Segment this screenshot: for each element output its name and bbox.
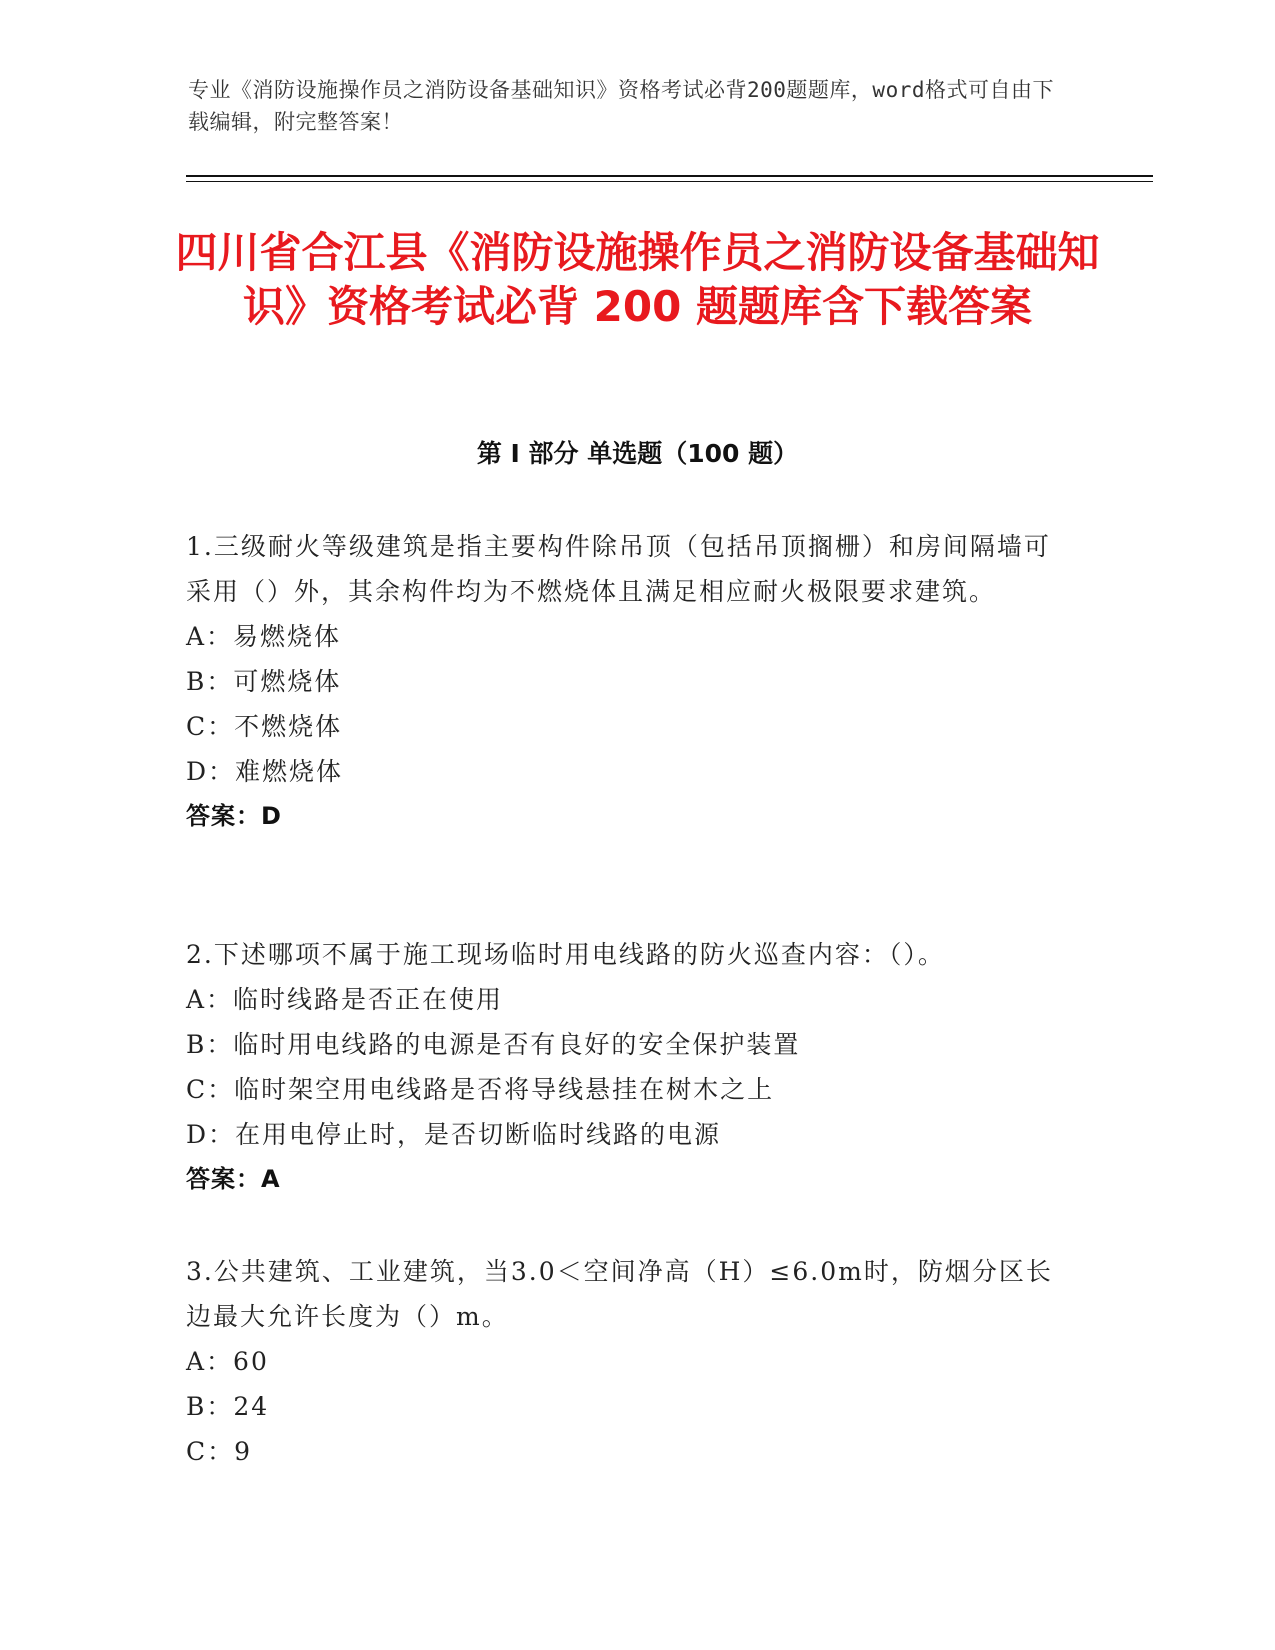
option-c: C：不燃烧体 (186, 712, 343, 741)
header-note: 专业《消防设施操作员之消防设备基础知识》资格考试必背200题题库，word格式可自由下载编辑，附完整答案！ (188, 78, 1054, 134)
option-c: C：临时架空用电线路是否将导线悬挂在树木之上 (186, 1075, 775, 1104)
question-stem: 1.三级耐火等级建筑是指主要构件除吊顶（包括吊顶搁栅）和房间隔墙可采用（）外，其余构件均为不燃烧体且满足相应耐火极限要求建筑。 (186, 532, 1051, 606)
option-b: B：临时用电线路的电源是否有良好的安全保护装置 (186, 1030, 801, 1059)
answer: 答案：A (186, 1165, 281, 1193)
question-3 (186, 1249, 1066, 1474)
header-rule-thin (186, 181, 1153, 182)
option-a: A：易燃烧体 (186, 622, 342, 651)
option-d: D：难燃烧体 (186, 757, 344, 786)
option-a: A：60 (186, 1347, 269, 1376)
option-c: C：9 (186, 1437, 253, 1466)
section-heading: 第 I 部分 单选题（100 题） (476, 439, 799, 468)
option-a: A：临时线路是否正在使用 (186, 985, 504, 1014)
header-rule-thick (186, 175, 1153, 177)
question-2 (186, 932, 1066, 1202)
question-1 (186, 524, 1066, 839)
question-stem: 2.下述哪项不属于施工现场临时用电线路的防火巡查内容：（）。 (186, 940, 945, 969)
option-b: B：24 (186, 1392, 270, 1421)
document-title: 四川省合江县《消防设施操作员之消防设备基础知识》资格考试必背 200 题题库含下载答案 (175, 228, 1100, 331)
answer: 答案：D (186, 802, 282, 830)
option-d: D：在用电停止时，是否切断临时线路的电源 (186, 1120, 722, 1149)
option-b: B：可燃烧体 (186, 667, 342, 696)
question-stem: 3.公共建筑、工业建筑，当3.0＜空间净高（H）≤6.0m时，防烟分区长边最大允许长度为（）m。 (186, 1257, 1053, 1331)
